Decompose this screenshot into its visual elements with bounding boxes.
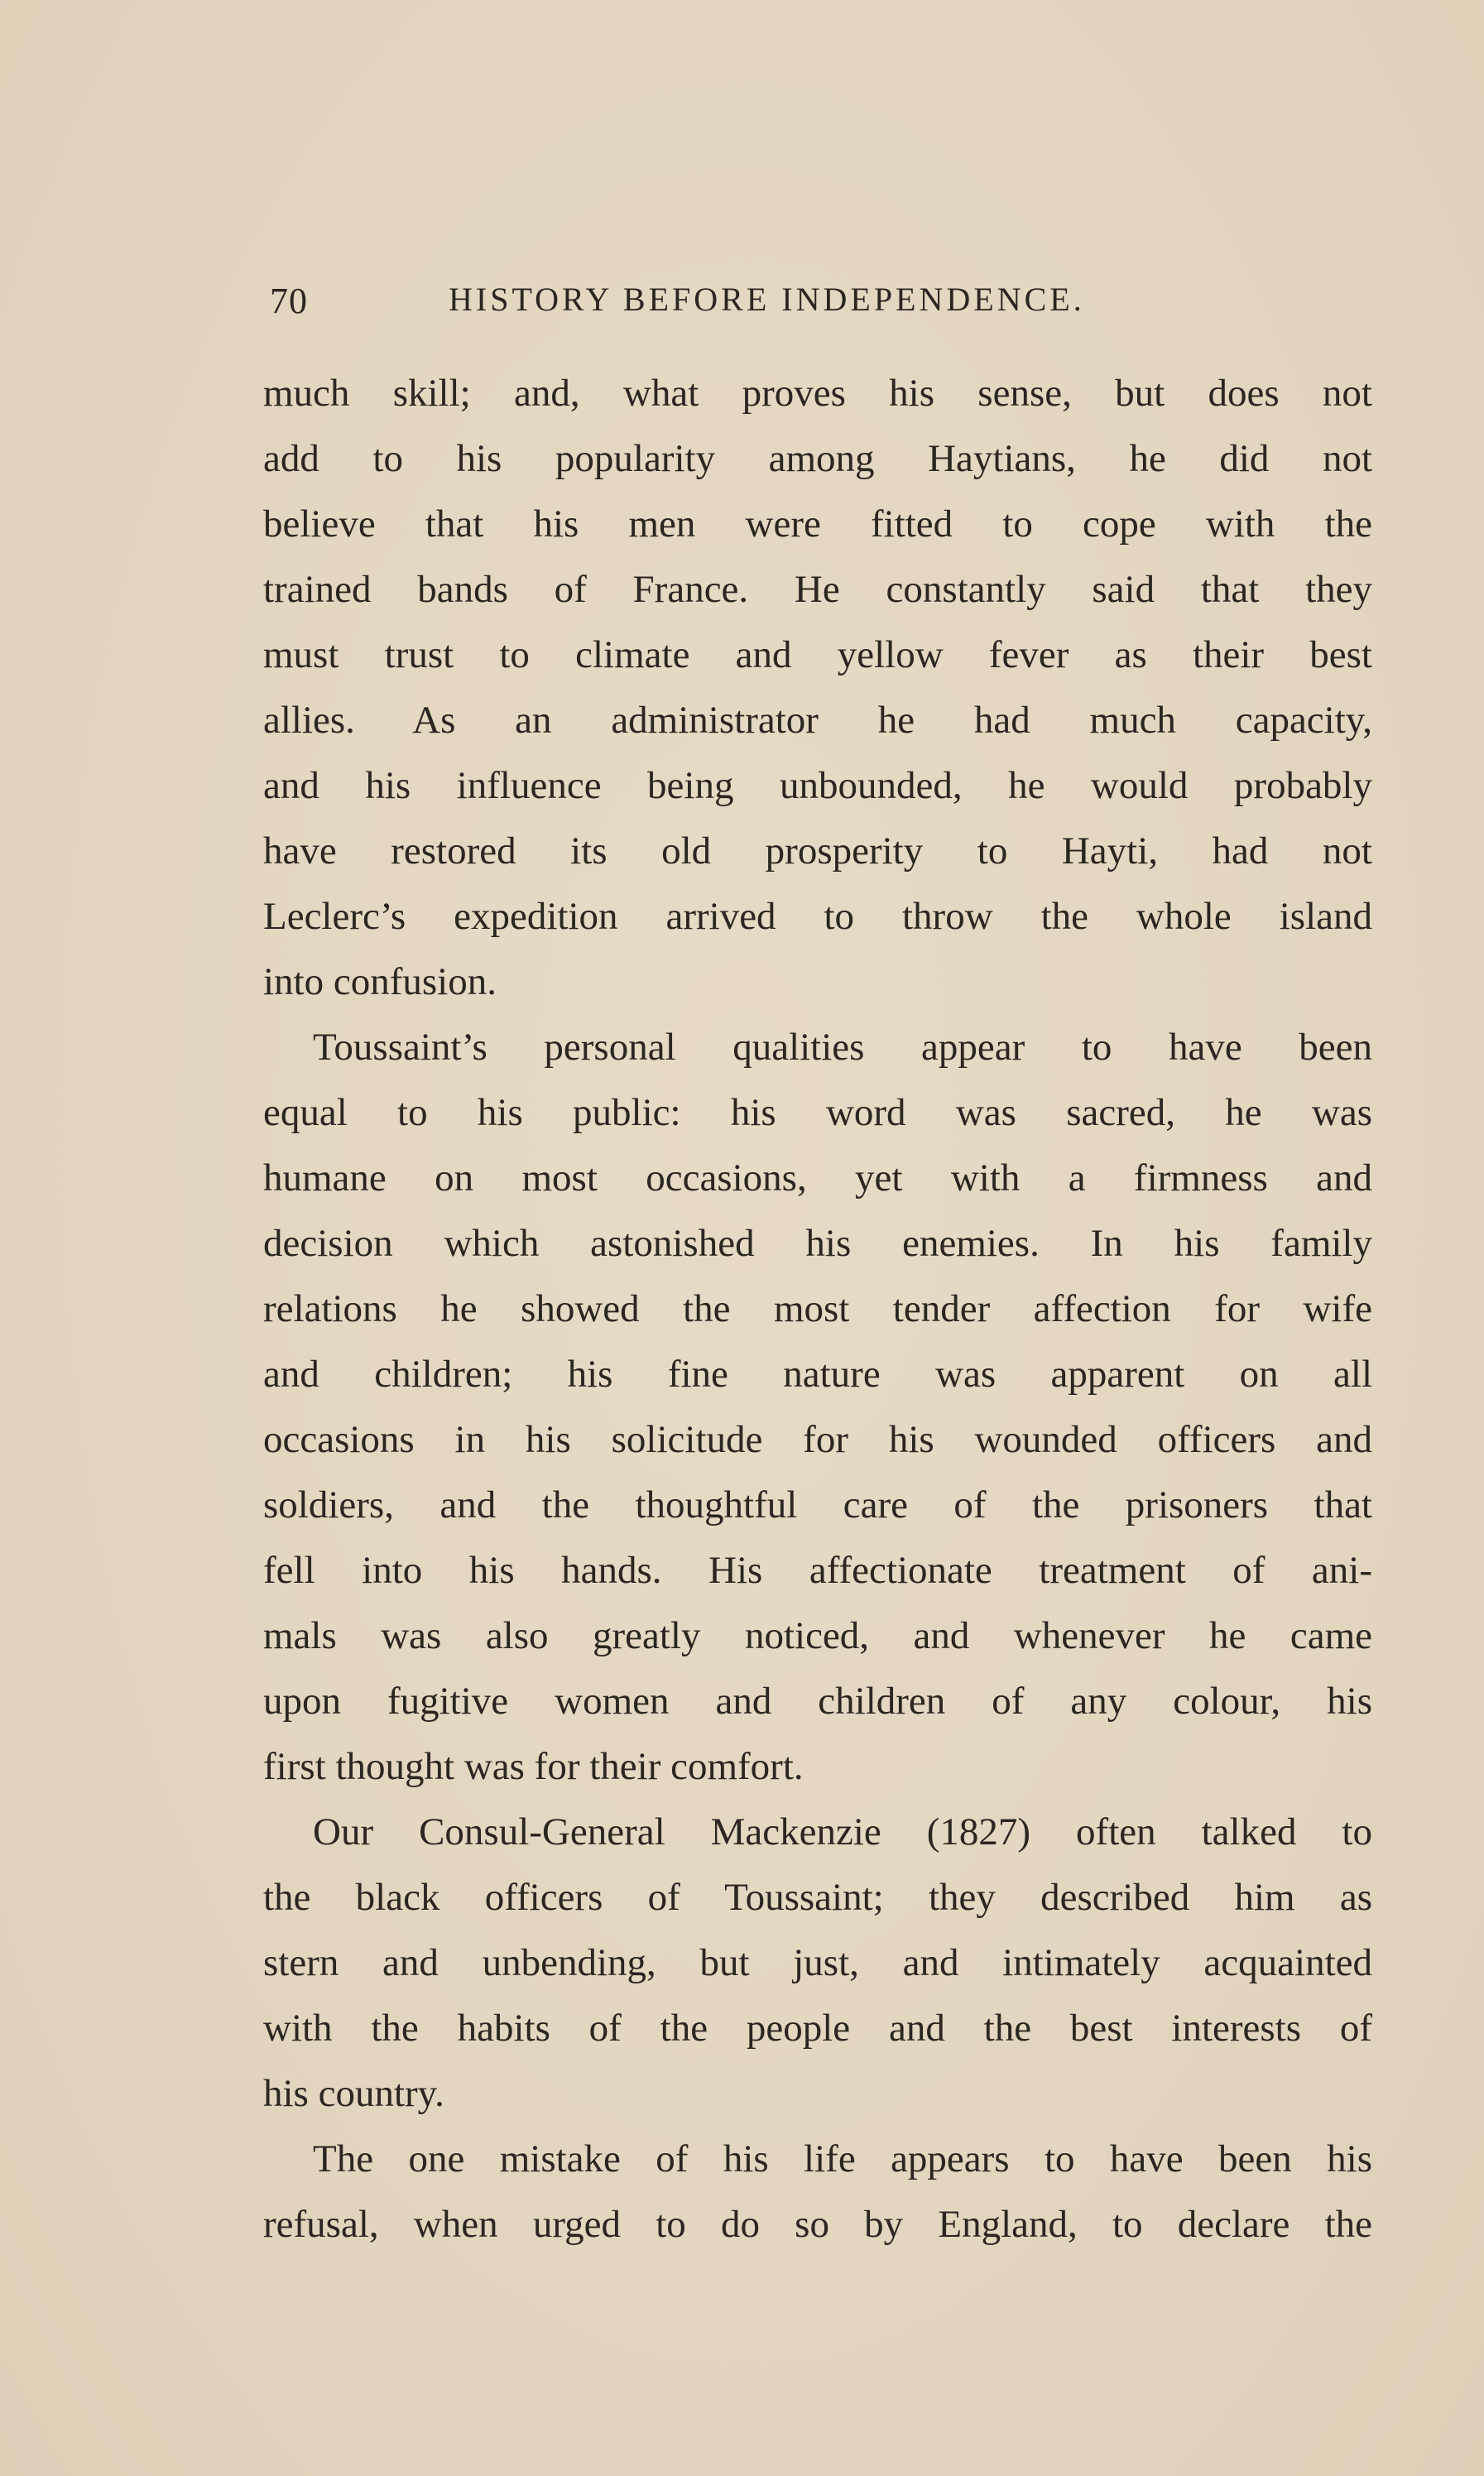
text-line: into confusion.	[263, 960, 497, 1003]
body-text	[263, 361, 1372, 2257]
text-line: much skill; and, what proves his sense, but does not	[263, 372, 1372, 415]
text-line: refusal, when urged to do so by England, to declare the	[263, 2203, 1372, 2246]
text-line: with the habits of the people and the best interests of	[263, 2007, 1372, 2050]
text-line: mals was also greatly noticed, and whenever he came	[263, 1614, 1372, 1657]
text-line: Toussaint’s personal qualities appear to have been	[313, 1026, 1372, 1069]
text-line: first thought was for their comfort.	[263, 1745, 804, 1788]
text-line: allies. As an administrator he had much capacity,	[263, 699, 1372, 742]
text-line: The one mistake of his life appears to have been his	[313, 2137, 1372, 2180]
text-line: soldiers, and the thoughtful care of the prisoners that	[263, 1483, 1372, 1526]
text-line: and children; his fine nature was apparent on all	[263, 1353, 1372, 1396]
text-line: believe that his men were fitted to cope with the	[263, 502, 1372, 546]
text-line: must trust to climate and yellow fever as their best	[263, 633, 1372, 676]
text-line: upon fugitive women and children of any colour, his	[263, 1680, 1372, 1723]
text-line: decision which astonished his enemies. In his family	[263, 1222, 1372, 1265]
text-line: relations he showed the most tender affection for wife	[263, 1287, 1372, 1330]
text-line: the black officers of Toussaint; they described him as	[263, 1876, 1372, 1919]
text-line: humane on most occasions, yet with a firmness and	[263, 1156, 1372, 1200]
text-line: and his influence being unbounded, he would probably	[263, 764, 1372, 807]
page-header	[265, 280, 1192, 329]
text-line: have restored its old prosperity to Hayti, had not	[263, 829, 1372, 873]
page-number: 70	[270, 281, 308, 321]
text-line: Our Consul-General Mackenzie (1827) often talked to	[313, 1810, 1372, 1853]
text-line: occasions in his solicitude for his wounded officers and	[263, 1418, 1372, 1461]
text-line: equal to his public: his word was sacred, he was	[263, 1091, 1372, 1134]
text-line: trained bands of France. He constantly said that they	[263, 568, 1372, 611]
text-line: his country.	[263, 2072, 444, 2115]
running-title: HISTORY BEFORE INDEPENDENCE.	[449, 281, 1085, 318]
text-line: stern and unbending, but just, and intimately acquainted	[263, 1941, 1372, 1984]
text-line: fell into his hands. His affectionate treatment of ani-	[263, 1549, 1372, 1592]
text-line: Leclerc’s expedition arrived to throw the whole island	[263, 895, 1372, 938]
text-line: add to his popularity among Haytians, he did not	[263, 437, 1372, 480]
